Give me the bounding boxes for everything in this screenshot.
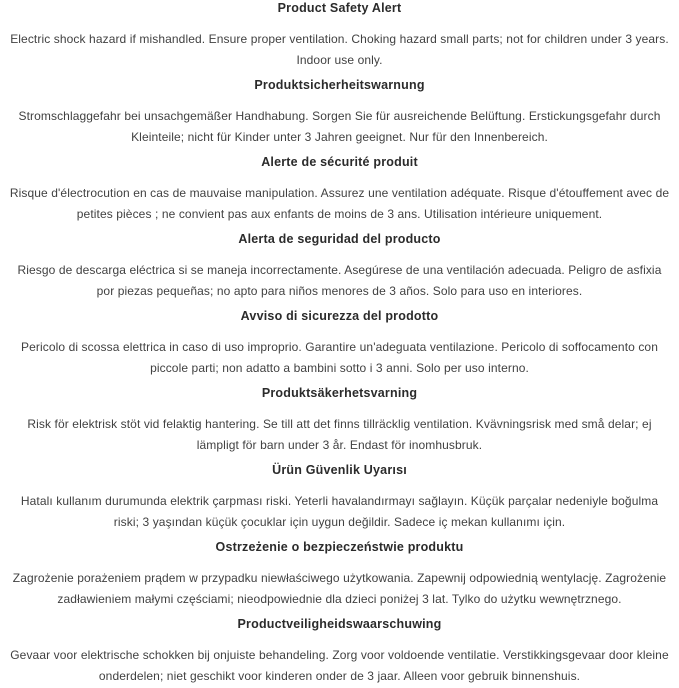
alert-section-italian — [7, 309, 672, 379]
alert-section-german — [7, 78, 672, 148]
alert-heading-italian: Avviso di sicurezza del prodotto — [240, 309, 439, 323]
alert-heading-polish: Ostrzeżenie o bezpieczeństwie produktu — [215, 540, 464, 554]
alert-body-english: Electric shock hazard if mishandled. Ensure proper ventilation. Choking hazard small parts; not for children under 3 years. Indoor use only. — [10, 32, 669, 67]
alert-section-english — [7, 1, 672, 71]
alert-section-dutch — [7, 617, 672, 687]
alert-body-spanish: Riesgo de descarga eléctrica si se maneja incorrectamente. Asegúrese de una ventilación adecuada. Peligro de asfixia por piezas pequeñas; no apto para niños menores de 3 años. Solo para uso en interiores. — [17, 263, 662, 298]
alert-body-german: Stromschlaggefahr bei unsachgemäßer Handhabung. Sorgen Sie für ausreichende Belüftung. Erstickungsgefahr durch Kleinteile; nicht für Kinder unter 3 Jahren geeignet. Nur für den Innenbereich. — [18, 109, 661, 144]
alert-body-italian: Pericolo di scossa elettrica in caso di uso improprio. Garantire un'adeguata ventilazione. Pericolo di soffocamento con piccole parti; non adatto a bambini sotto i 3 anni. Solo per uso interno. — [21, 340, 658, 375]
alert-body-swedish: Risk för elektrisk stöt vid felaktig hantering. Se till att det finns tillräcklig ventilation. Kvävningsrisk med små delar; ej lämpligt för barn under 3 år. Endast för inomhusbruk. — [27, 417, 652, 452]
alert-heading-english: Product Safety Alert — [277, 1, 402, 15]
alert-heading-german: Produktsicherheitswarnung — [254, 78, 425, 92]
alert-body-dutch: Gevaar voor elektrische schokken bij onjuiste behandeling. Zorg voor voldoende ventilatie. Verstikkingsgevaar door kleine onderdelen; niet geschikt voor kinderen onder de 3 jaar. Alleen voor gebruik binnenshuis. — [10, 648, 669, 683]
alert-heading-dutch: Productveiligheidswaarschuwing — [237, 617, 442, 631]
alert-section-spanish — [7, 232, 672, 302]
alert-body-turkish: Hatalı kullanım durumunda elektrik çarpması riski. Yeterli havalandırmayı sağlayın. Küçük parçalar nedeniyle boğulma riski; 3 yaşından küçük çocuklar için uygun değildir. Sadece iç mekan kullanımı için. — [20, 494, 659, 529]
alert-section-swedish — [7, 386, 672, 456]
alert-heading-turkish: Ürün Güvenlik Uyarısı — [272, 463, 407, 477]
alert-section-french — [7, 155, 672, 225]
alert-heading-french: Alerte de sécurité produit — [261, 155, 418, 169]
alert-heading-swedish: Produktsäkerhetsvarning — [261, 386, 418, 400]
alert-body-polish: Zagrożenie porażeniem prądem w przypadku niewłaściwego użytkowania. Zapewnij odpowiednią wentylację. Zagrożenie zadławieniem małymi częściami; nieodpowiednie dla dzieci poniżej 3 lat. Tylko do użytku wewnętrznego. — [12, 571, 667, 606]
alert-heading-spanish: Alerta de seguridad del producto — [238, 232, 441, 246]
alert-section-turkish — [7, 463, 672, 533]
alert-section-polish — [7, 540, 672, 610]
alert-body-french: Risque d'électrocution en cas de mauvaise manipulation. Assurez une ventilation adéquate. Risque d'étouffement avec de petites pièces ; ne convient pas aux enfants de moins de 3 ans. Utilisation intérieure uniquement. — [9, 186, 670, 221]
